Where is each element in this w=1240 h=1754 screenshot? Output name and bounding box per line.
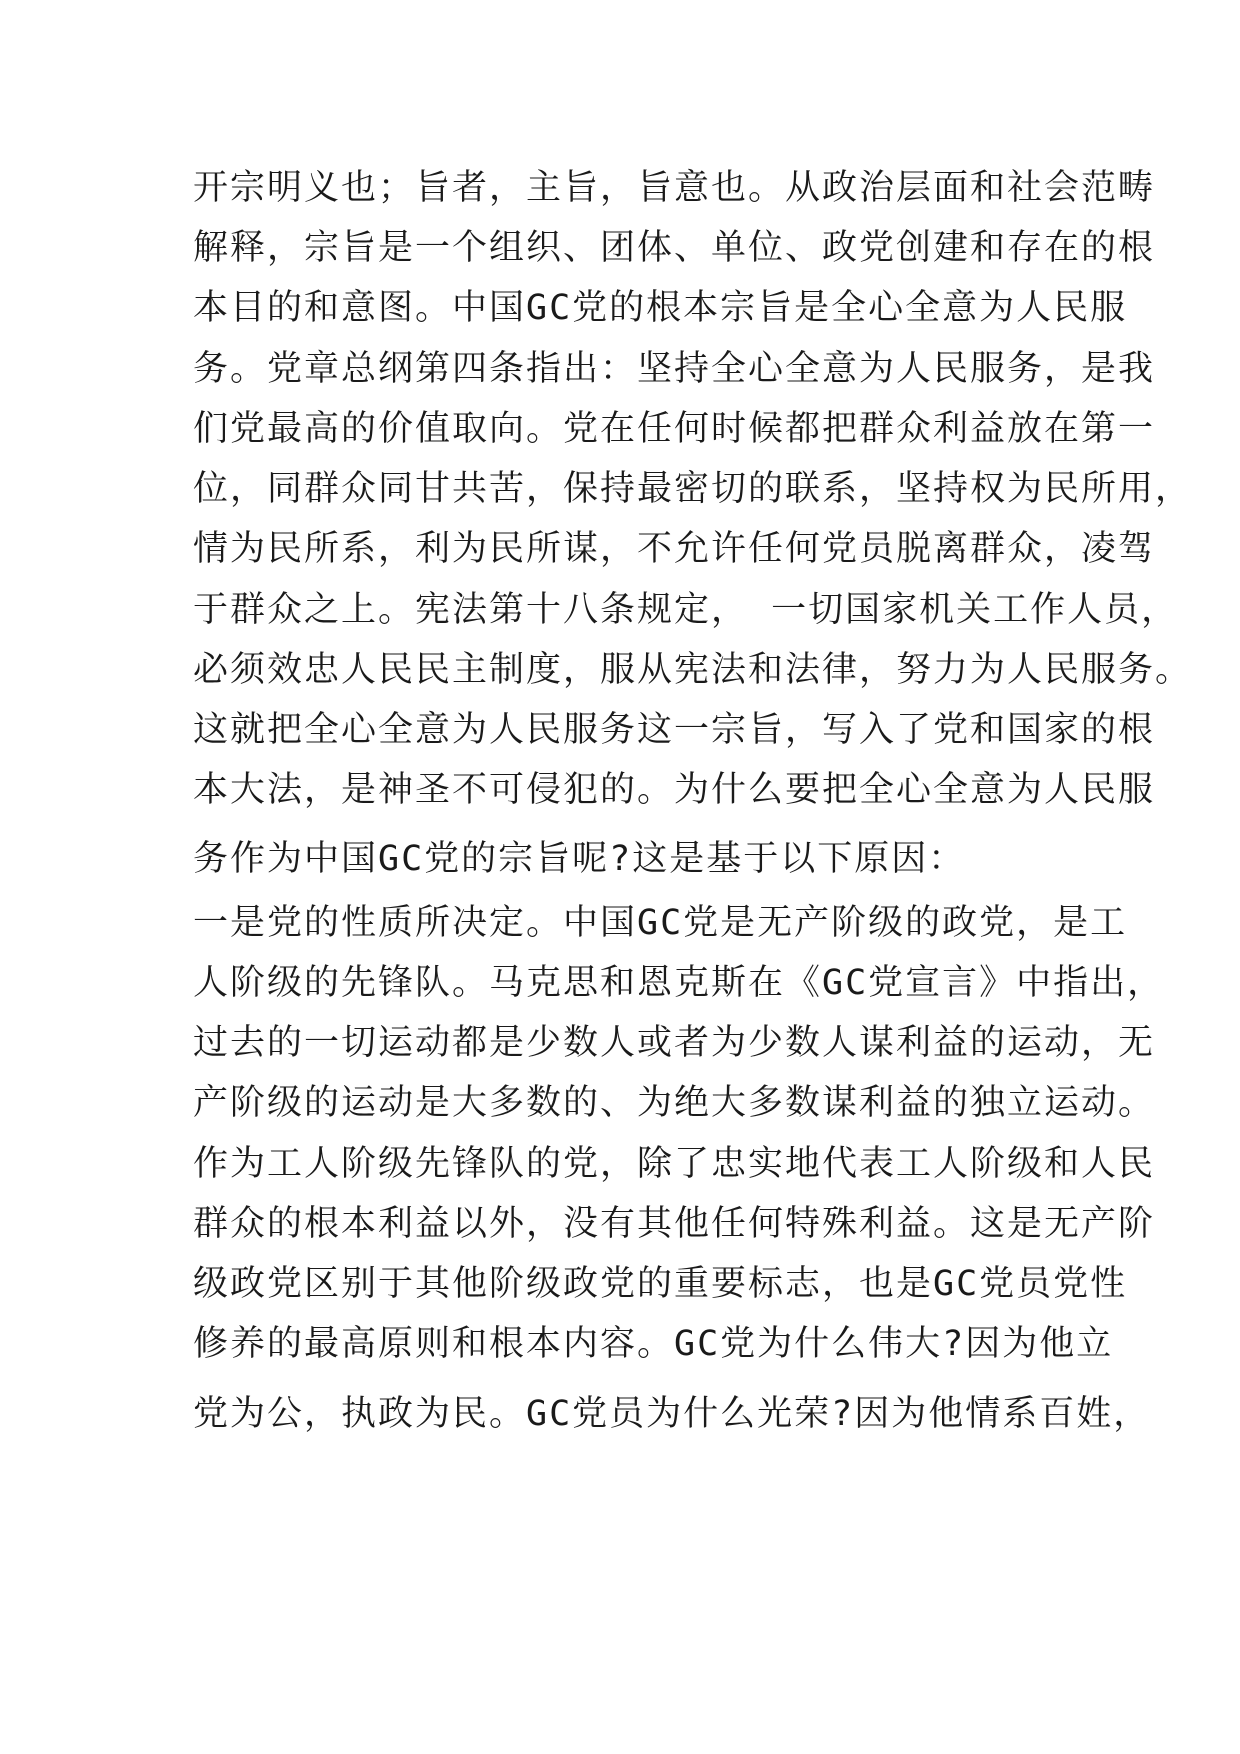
body-text-line: 修养的最高原则和根本内容。GC党为什么伟大?因为他立	[193, 1324, 1114, 1364]
body-text-line: 必须效忠人民民主制度，服从宪法和法律，努力为人民服务。	[193, 650, 1193, 690]
body-text-line: 解释，宗旨是一个组织、团体、单位、政党创建和存在的根	[193, 228, 1156, 268]
body-text-line: 作为工人阶级先锋队的党，除了忠实地代表工人阶级和人民	[193, 1144, 1156, 1184]
body-text-line: 开宗明义也；旨者，主旨，旨意也。从政治层面和社会范畴	[193, 168, 1156, 208]
body-text-line: 位，同群众同甘共苦，保持最密切的联系，坚持权为民所用，	[193, 469, 1193, 509]
body-text-line: 级政党区别于其他阶级政党的重要标志，也是GC党员党性	[193, 1264, 1128, 1304]
body-text-line: 一是党的性质所决定。中国GC党是无产阶级的政党，是工	[193, 903, 1128, 943]
body-text-line: 本大法，是神圣不可侵犯的。为什么要把全心全意为人民服	[193, 770, 1156, 810]
body-text-line: 务作为中国GC党的宗旨呢?这是基于以下原因：	[193, 839, 966, 879]
body-text-line: 务。党章总纲第四条指出：坚持全心全意为人民服务，是我	[193, 349, 1156, 389]
body-text-line: 本目的和意图。中国GC党的根本宗旨是全心全意为人民服	[193, 288, 1128, 328]
body-text-line: 这就把全心全意为人民服务这一宗旨，写入了党和国家的根	[193, 710, 1156, 750]
body-text-line: 们党最高的价值取向。党在任何时候都把群众利益放在第一	[193, 409, 1156, 449]
body-text-line: 过去的一切运动都是少数人或者为少数人谋利益的运动，无	[193, 1023, 1156, 1063]
body-text-line: 党为公，执政为民。GC党员为什么光荣?因为他情系百姓，	[193, 1394, 1151, 1434]
body-text-line: 情为民所系，利为民所谋，不允许任何党员脱离群众，凌驾	[193, 529, 1156, 569]
body-text-line: 于群众之上。宪法第十八条规定， 一切国家机关工作人员，	[193, 590, 1179, 630]
body-text-line: 产阶级的运动是大多数的、为绝大多数谋利益的独立运动。	[193, 1083, 1156, 1123]
body-text-line: 人阶级的先锋队。马克思和恩克斯在《GC党宣言》中指出，	[193, 963, 1165, 1003]
body-text-line: 群众的根本利益以外，没有其他任何特殊利益。这是无产阶	[193, 1204, 1156, 1244]
